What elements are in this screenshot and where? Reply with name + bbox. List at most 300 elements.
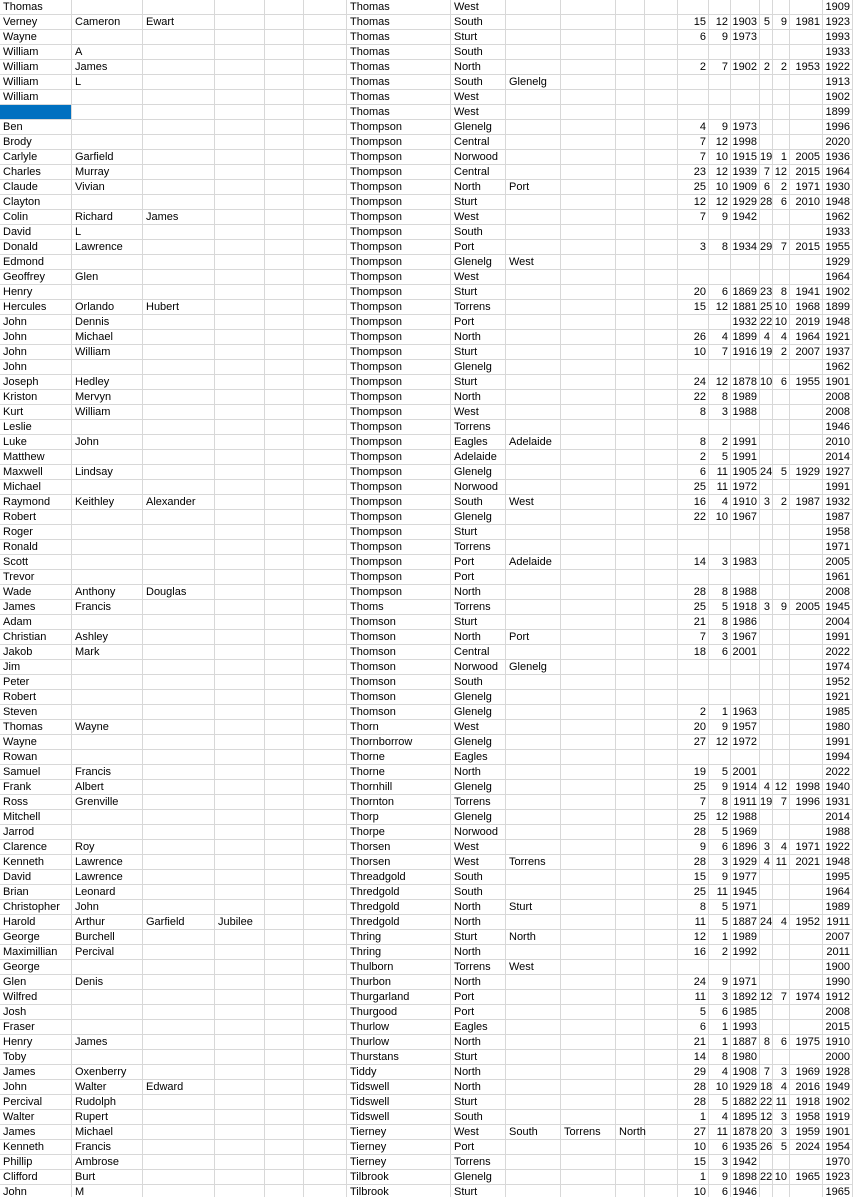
cell[interactable]: [304, 975, 347, 990]
cell[interactable]: 1878: [731, 375, 760, 390]
cell[interactable]: 1969: [790, 1065, 823, 1080]
cell[interactable]: 1974: [790, 990, 823, 1005]
cell[interactable]: Thompson: [347, 540, 451, 555]
cell[interactable]: [143, 615, 215, 630]
cell[interactable]: [143, 600, 215, 615]
cell[interactable]: [790, 930, 823, 945]
cell[interactable]: 1958: [823, 525, 853, 540]
cell[interactable]: [265, 1050, 304, 1065]
cell[interactable]: [304, 1185, 347, 1197]
cell[interactable]: [773, 705, 790, 720]
cell[interactable]: [143, 630, 215, 645]
cell[interactable]: [215, 210, 265, 225]
cell[interactable]: Wayne: [0, 30, 72, 45]
cell[interactable]: [561, 585, 616, 600]
cell[interactable]: [265, 195, 304, 210]
cell[interactable]: 18: [678, 645, 709, 660]
cell[interactable]: 2015: [823, 1020, 853, 1035]
cell[interactable]: South: [451, 885, 506, 900]
cell[interactable]: 10: [760, 376, 773, 388]
cell[interactable]: A: [72, 45, 143, 60]
cell[interactable]: 1955: [823, 240, 853, 255]
cell[interactable]: [72, 105, 143, 120]
cell[interactable]: John: [0, 330, 72, 345]
cell[interactable]: [304, 1170, 347, 1185]
cell[interactable]: [645, 1020, 678, 1035]
cell[interactable]: [215, 780, 265, 795]
cell[interactable]: 8: [709, 1050, 731, 1065]
cell[interactable]: 5: [678, 1005, 709, 1020]
cell[interactable]: [304, 225, 347, 240]
cell[interactable]: [265, 795, 304, 810]
cell[interactable]: 1988: [731, 405, 760, 420]
cell[interactable]: [72, 1020, 143, 1035]
cell[interactable]: 1923: [823, 1170, 853, 1185]
cell[interactable]: [731, 45, 760, 60]
cell[interactable]: [645, 390, 678, 405]
cell[interactable]: [760, 885, 773, 900]
cell[interactable]: 4: [773, 330, 790, 345]
cell[interactable]: [773, 90, 790, 105]
cell[interactable]: [773, 45, 790, 60]
cell[interactable]: [760, 225, 773, 240]
cell[interactable]: [645, 345, 678, 360]
cell[interactable]: 1953: [790, 60, 823, 75]
cell[interactable]: [561, 780, 616, 795]
cell[interactable]: Tierney: [347, 1125, 451, 1140]
cell[interactable]: [265, 225, 304, 240]
cell[interactable]: [731, 270, 760, 285]
cell[interactable]: [678, 75, 709, 90]
cell[interactable]: 1911: [823, 915, 853, 930]
cell[interactable]: [561, 720, 616, 735]
cell[interactable]: [143, 1095, 215, 1110]
cell[interactable]: 22: [760, 1171, 773, 1183]
cell[interactable]: Port: [451, 990, 506, 1005]
cell[interactable]: [265, 90, 304, 105]
cell[interactable]: South: [451, 1110, 506, 1125]
cell[interactable]: [561, 750, 616, 765]
cell[interactable]: James: [0, 600, 72, 615]
cell[interactable]: Thompson: [347, 330, 451, 345]
cell[interactable]: 1985: [823, 705, 853, 720]
cell[interactable]: [265, 1170, 304, 1185]
cell[interactable]: [215, 120, 265, 135]
cell[interactable]: Robert: [0, 510, 72, 525]
cell[interactable]: Sturt: [451, 1050, 506, 1065]
cell[interactable]: [506, 1095, 561, 1110]
cell[interactable]: Harold: [0, 915, 72, 930]
cell[interactable]: [561, 705, 616, 720]
cell[interactable]: [678, 960, 709, 975]
cell[interactable]: [304, 945, 347, 960]
cell[interactable]: [561, 180, 616, 195]
cell[interactable]: Albert: [72, 780, 143, 795]
cell[interactable]: 8: [709, 240, 731, 255]
cell[interactable]: [265, 825, 304, 840]
cell[interactable]: [304, 315, 347, 330]
cell[interactable]: Glenelg: [506, 75, 561, 90]
cell[interactable]: [645, 675, 678, 690]
cell[interactable]: [760, 420, 773, 435]
cell[interactable]: Lindsay: [72, 465, 143, 480]
cell[interactable]: [616, 495, 645, 510]
cell[interactable]: [561, 405, 616, 420]
cell[interactable]: Donald: [0, 240, 72, 255]
cell[interactable]: Phillip: [0, 1155, 72, 1170]
cell[interactable]: [143, 705, 215, 720]
cell[interactable]: [304, 375, 347, 390]
cell[interactable]: [731, 90, 760, 105]
cell[interactable]: [304, 420, 347, 435]
cell[interactable]: [143, 120, 215, 135]
cell[interactable]: 1902: [823, 1095, 853, 1110]
cell[interactable]: [790, 765, 823, 780]
cell[interactable]: 2019: [790, 315, 823, 330]
cell[interactable]: [616, 90, 645, 105]
cell[interactable]: 18: [760, 1081, 773, 1093]
cell[interactable]: Douglas: [143, 585, 215, 600]
cell[interactable]: 16: [678, 495, 709, 510]
cell[interactable]: 1993: [823, 30, 853, 45]
cell[interactable]: [709, 255, 731, 270]
cell[interactable]: [773, 420, 790, 435]
cell[interactable]: [304, 1020, 347, 1035]
cell[interactable]: [215, 600, 265, 615]
cell[interactable]: [265, 840, 304, 855]
cell[interactable]: North: [451, 945, 506, 960]
cell[interactable]: [143, 75, 215, 90]
cell[interactable]: 7: [773, 990, 790, 1005]
cell[interactable]: [143, 690, 215, 705]
cell[interactable]: [773, 135, 790, 150]
cell[interactable]: [773, 825, 790, 840]
cell[interactable]: [773, 450, 790, 465]
cell[interactable]: [265, 1125, 304, 1140]
cell[interactable]: [709, 540, 731, 555]
cell[interactable]: Mitchell: [0, 810, 72, 825]
cell[interactable]: [773, 615, 790, 630]
cell[interactable]: [304, 360, 347, 375]
cell[interactable]: [215, 720, 265, 735]
cell[interactable]: [215, 45, 265, 60]
cell[interactable]: [215, 675, 265, 690]
cell[interactable]: [561, 390, 616, 405]
cell[interactable]: [790, 660, 823, 675]
cell[interactable]: 1946: [823, 420, 853, 435]
cell[interactable]: 2022: [823, 765, 853, 780]
cell[interactable]: [215, 390, 265, 405]
cell[interactable]: [143, 90, 215, 105]
cell[interactable]: [773, 540, 790, 555]
cell[interactable]: Thredgold: [347, 885, 451, 900]
cell[interactable]: Ross: [0, 795, 72, 810]
cell[interactable]: 1962: [823, 210, 853, 225]
cell[interactable]: Sturt: [451, 285, 506, 300]
cell[interactable]: [265, 345, 304, 360]
cell[interactable]: Thomson: [347, 645, 451, 660]
cell[interactable]: 28: [678, 1080, 709, 1095]
cell[interactable]: 1887: [731, 915, 760, 930]
cell[interactable]: [616, 450, 645, 465]
cell[interactable]: [790, 120, 823, 135]
cell[interactable]: [760, 360, 773, 375]
cell[interactable]: [304, 390, 347, 405]
cell[interactable]: [616, 75, 645, 90]
cell[interactable]: [506, 120, 561, 135]
cell[interactable]: Leslie: [0, 420, 72, 435]
cell[interactable]: [72, 1050, 143, 1065]
cell[interactable]: [143, 930, 215, 945]
cell[interactable]: [72, 30, 143, 45]
cell[interactable]: [678, 270, 709, 285]
cell[interactable]: 23: [678, 165, 709, 180]
cell[interactable]: 9: [709, 120, 731, 135]
cell[interactable]: 2016: [790, 1080, 823, 1095]
cell[interactable]: Glenelg: [451, 735, 506, 750]
cell[interactable]: Henry: [0, 1035, 72, 1050]
cell[interactable]: [645, 210, 678, 225]
cell[interactable]: Ewart: [143, 15, 215, 30]
cell[interactable]: [790, 450, 823, 465]
cell[interactable]: [760, 705, 773, 720]
cell[interactable]: [215, 540, 265, 555]
cell[interactable]: [265, 720, 304, 735]
cell[interactable]: [72, 660, 143, 675]
cell[interactable]: 1948: [823, 315, 853, 330]
cell[interactable]: [72, 195, 143, 210]
cell[interactable]: [506, 480, 561, 495]
cell[interactable]: Thring: [347, 945, 451, 960]
cell[interactable]: [143, 1185, 215, 1197]
cell[interactable]: [215, 15, 265, 30]
cell[interactable]: Toby: [0, 1050, 72, 1065]
cell[interactable]: Brody: [0, 135, 72, 150]
cell[interactable]: [616, 345, 645, 360]
cell[interactable]: 2005: [790, 150, 823, 165]
cell[interactable]: Thomas: [347, 30, 451, 45]
cell[interactable]: 1909: [731, 180, 760, 195]
cell[interactable]: West: [451, 855, 506, 870]
cell[interactable]: [265, 0, 304, 15]
cell[interactable]: [143, 285, 215, 300]
cell[interactable]: 2: [760, 60, 773, 75]
cell[interactable]: 1957: [731, 720, 760, 735]
cell[interactable]: 2014: [823, 450, 853, 465]
cell[interactable]: [265, 600, 304, 615]
cell[interactable]: [304, 750, 347, 765]
cell[interactable]: [506, 675, 561, 690]
cell[interactable]: [143, 480, 215, 495]
cell[interactable]: [72, 360, 143, 375]
cell[interactable]: William: [72, 405, 143, 420]
cell[interactable]: [561, 465, 616, 480]
cell[interactable]: [143, 975, 215, 990]
cell[interactable]: 28: [760, 196, 773, 208]
cell[interactable]: [616, 135, 645, 150]
cell[interactable]: James: [72, 60, 143, 75]
cell[interactable]: Thredgold: [347, 900, 451, 915]
cell[interactable]: 1980: [731, 1050, 760, 1065]
cell[interactable]: [790, 1185, 823, 1197]
cell[interactable]: [561, 0, 616, 15]
cell[interactable]: [645, 1095, 678, 1110]
cell[interactable]: 1992: [731, 945, 760, 960]
cell[interactable]: [304, 705, 347, 720]
cell[interactable]: [773, 510, 790, 525]
cell[interactable]: [304, 885, 347, 900]
cell[interactable]: 1: [773, 150, 790, 165]
cell[interactable]: 22: [760, 316, 773, 328]
cell[interactable]: 2024: [790, 1140, 823, 1155]
cell[interactable]: [790, 0, 823, 15]
cell[interactable]: [731, 750, 760, 765]
cell[interactable]: [143, 330, 215, 345]
cell[interactable]: [645, 255, 678, 270]
cell[interactable]: Torrens: [451, 960, 506, 975]
cell[interactable]: [790, 390, 823, 405]
cell[interactable]: Denis: [72, 975, 143, 990]
cell[interactable]: 5: [709, 900, 731, 915]
cell[interactable]: [304, 495, 347, 510]
cell[interactable]: 1987: [790, 495, 823, 510]
cell[interactable]: [72, 480, 143, 495]
cell[interactable]: 1961: [823, 570, 853, 585]
cell[interactable]: Thompson: [347, 150, 451, 165]
cell[interactable]: 1964: [823, 165, 853, 180]
cell[interactable]: Thomas: [347, 45, 451, 60]
cell[interactable]: [304, 450, 347, 465]
cell[interactable]: 1995: [823, 870, 853, 885]
cell[interactable]: James: [143, 210, 215, 225]
cell[interactable]: Thompson: [347, 255, 451, 270]
cell[interactable]: 9: [709, 1170, 731, 1185]
cell[interactable]: South: [451, 675, 506, 690]
cell[interactable]: [143, 0, 215, 15]
cell[interactable]: Adelaide: [506, 435, 561, 450]
cell[interactable]: Sturt: [451, 525, 506, 540]
cell[interactable]: [645, 690, 678, 705]
cell[interactable]: Frank: [0, 780, 72, 795]
cell[interactable]: 4: [773, 915, 790, 930]
cell[interactable]: Port: [451, 570, 506, 585]
cell[interactable]: [304, 870, 347, 885]
cell[interactable]: 1912: [823, 990, 853, 1005]
cell[interactable]: [265, 1005, 304, 1020]
cell[interactable]: [561, 90, 616, 105]
cell[interactable]: 1964: [823, 885, 853, 900]
cell[interactable]: 8: [709, 615, 731, 630]
cell[interactable]: Thompson: [347, 375, 451, 390]
cell[interactable]: Tidswell: [347, 1110, 451, 1125]
cell[interactable]: [561, 615, 616, 630]
cell[interactable]: Torrens: [451, 600, 506, 615]
cell[interactable]: [616, 45, 645, 60]
cell[interactable]: [506, 450, 561, 465]
cell[interactable]: North: [451, 1065, 506, 1080]
cell[interactable]: 11: [709, 1125, 731, 1140]
cell[interactable]: Claude: [0, 180, 72, 195]
cell[interactable]: 2004: [823, 615, 853, 630]
cell[interactable]: 1915: [731, 150, 760, 165]
cell[interactable]: Tidswell: [347, 1095, 451, 1110]
cell[interactable]: Sturt: [451, 930, 506, 945]
cell[interactable]: [304, 240, 347, 255]
cell[interactable]: [645, 1050, 678, 1065]
cell[interactable]: [143, 255, 215, 270]
cell[interactable]: 1972: [731, 480, 760, 495]
cell[interactable]: [760, 1155, 773, 1170]
cell[interactable]: [616, 300, 645, 315]
cell[interactable]: Port: [506, 180, 561, 195]
cell[interactable]: [790, 435, 823, 450]
cell[interactable]: [773, 960, 790, 975]
cell[interactable]: [616, 990, 645, 1005]
cell[interactable]: [215, 585, 265, 600]
cell[interactable]: 1911: [731, 795, 760, 810]
cell[interactable]: [678, 225, 709, 240]
cell[interactable]: [760, 720, 773, 735]
cell[interactable]: [645, 810, 678, 825]
cell[interactable]: Michael: [72, 1125, 143, 1140]
cell[interactable]: [265, 45, 304, 60]
cell[interactable]: 25: [678, 780, 709, 795]
cell[interactable]: [616, 30, 645, 45]
cell[interactable]: Thurgood: [347, 1005, 451, 1020]
cell[interactable]: [773, 75, 790, 90]
cell[interactable]: 2: [773, 345, 790, 360]
cell[interactable]: [215, 225, 265, 240]
cell[interactable]: Samuel: [0, 765, 72, 780]
cell[interactable]: Clifford: [0, 1170, 72, 1185]
cell[interactable]: Thorn: [347, 720, 451, 735]
cell[interactable]: [709, 315, 731, 330]
cell[interactable]: [645, 1005, 678, 1020]
cell[interactable]: Thornhill: [347, 780, 451, 795]
cell[interactable]: 1964: [823, 270, 853, 285]
cell[interactable]: Thomson: [347, 630, 451, 645]
cell[interactable]: [143, 1065, 215, 1080]
cell[interactable]: [709, 105, 731, 120]
cell[interactable]: [773, 30, 790, 45]
cell[interactable]: 22: [678, 510, 709, 525]
cell[interactable]: [760, 435, 773, 450]
cell[interactable]: West: [451, 1125, 506, 1140]
cell[interactable]: [645, 705, 678, 720]
cell[interactable]: [645, 150, 678, 165]
cell[interactable]: Percival: [72, 945, 143, 960]
cell[interactable]: West: [506, 495, 561, 510]
cell[interactable]: [506, 90, 561, 105]
cell[interactable]: [143, 1035, 215, 1050]
cell[interactable]: Torrens: [451, 1155, 506, 1170]
cell[interactable]: [506, 210, 561, 225]
cell[interactable]: 25: [678, 480, 709, 495]
cell[interactable]: 1970: [823, 1155, 853, 1170]
cell[interactable]: [143, 465, 215, 480]
cell[interactable]: [645, 825, 678, 840]
cell[interactable]: 1986: [731, 615, 760, 630]
cell[interactable]: 1939: [731, 165, 760, 180]
cell[interactable]: 1988: [731, 585, 760, 600]
cell[interactable]: [506, 1020, 561, 1035]
cell[interactable]: 24: [760, 466, 773, 478]
cell[interactable]: [506, 345, 561, 360]
cell[interactable]: 1945: [731, 885, 760, 900]
cell[interactable]: 1989: [823, 900, 853, 915]
cell[interactable]: [616, 615, 645, 630]
cell[interactable]: Thomson: [347, 675, 451, 690]
